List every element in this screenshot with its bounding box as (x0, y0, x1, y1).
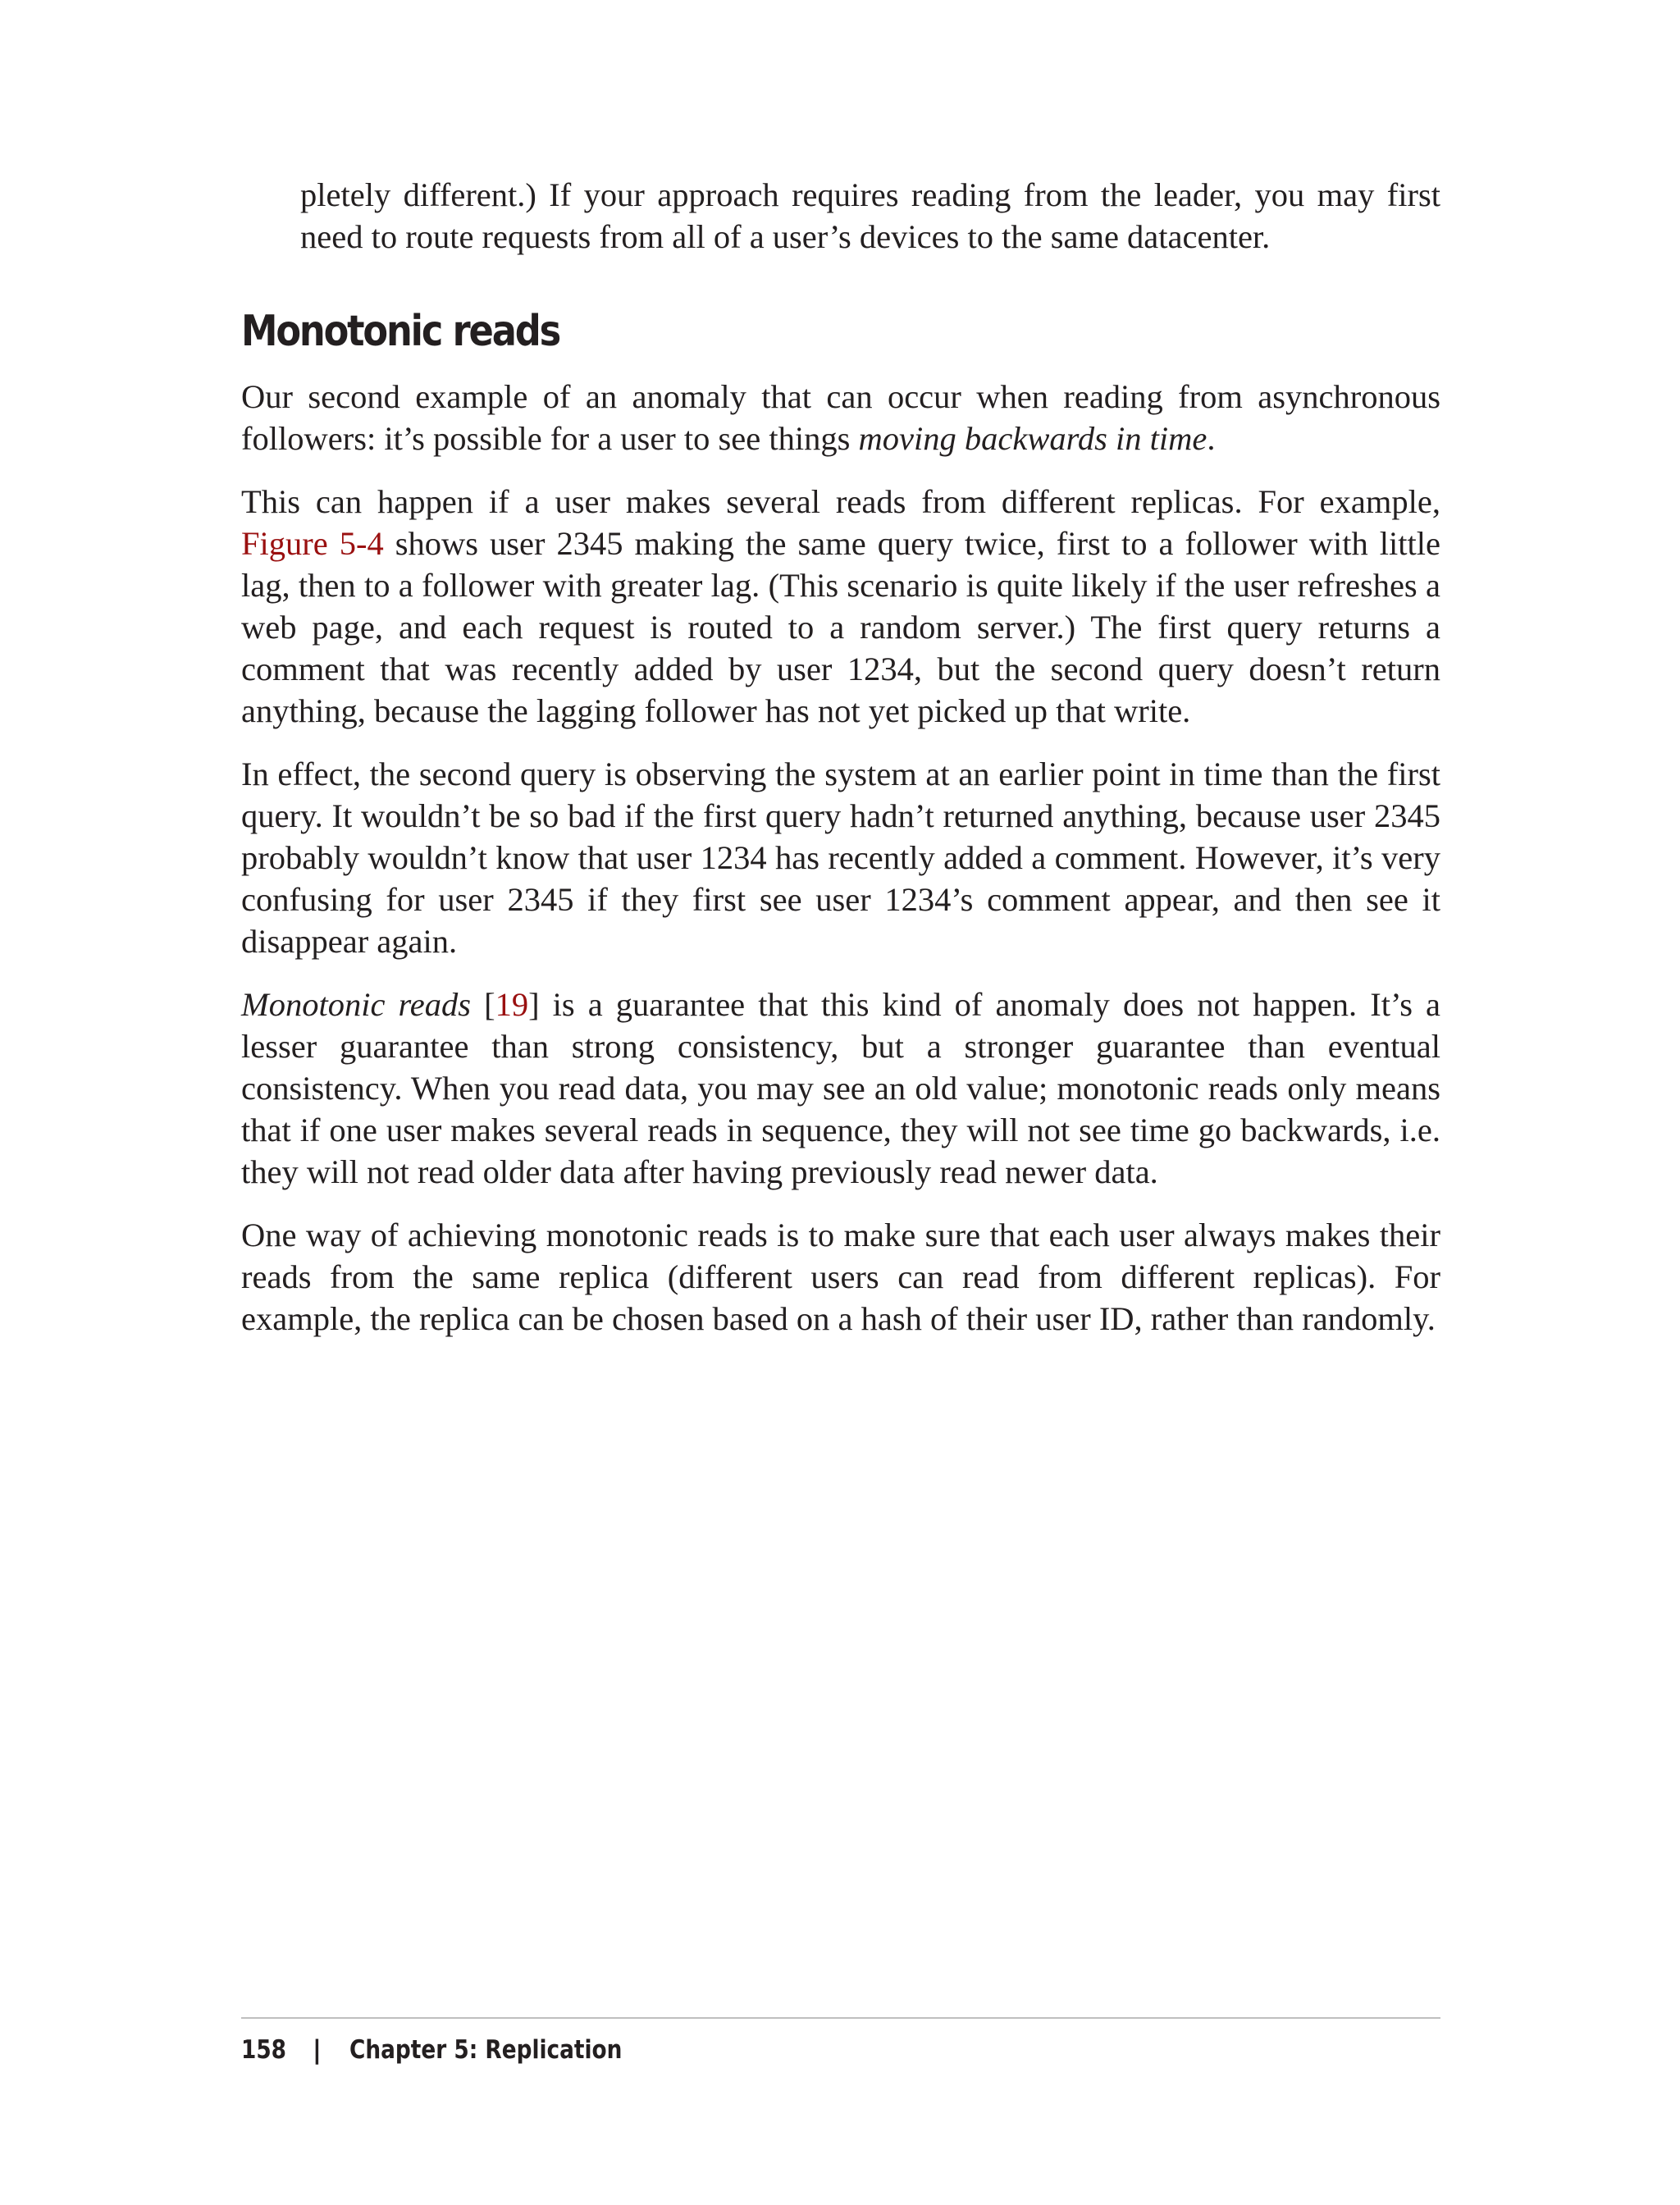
continued-paragraph: pletely different.) If your approach requires reading from the leader, you may first need to route requests from all of a user’s devices to the same datacenter. (300, 176, 1440, 255)
paragraph-4-text-b: is a guarantee that this kind of anomaly does not happen. It’s a lesser guarantee than strong consistency, but a stronger guarantee than eventual consistency. When you read data, you may see an old value; monotonic reads only means that if one user makes several reads in sequence, they will not see time go backwards, i.e. they will not read older data after having previously read newer data. (241, 986, 1440, 1190)
paragraph-3: In effect, the second query is observing the system at an earlier point in time than the first query. It wouldn’t be so bad if the first query hadn’t returned anything, because user 2345 probably wouldn’t know that user 1234 has recently added a comment. However, it’s very confusing for user 2345 if they first see user 1234’s comment appear, and then see it disappear again. (241, 756, 1440, 960)
text-column (241, 174, 1440, 1361)
emphasis-monotonic-reads: Monotonic reads (241, 986, 472, 1023)
chapter-title: Chapter 5: Replication (349, 2035, 623, 2065)
citation-reference-link[interactable]: 19 (495, 986, 529, 1023)
paragraph-1-text-a: Our second example of an anomaly that can occur when reading from asynchronous followers: it’s possible for a user to see things (241, 378, 1440, 457)
paragraph-5: One way of achieving monotonic reads is to make sure that each user always makes their reads from the same replica (different users can read from different replicas). For example, the replica can be chosen based on a hash of their user ID, rather than randomly. (241, 1217, 1440, 1337)
paragraph-1-text-b: . (1207, 420, 1216, 457)
emphasis-moving-backwards: moving backwards in time (858, 420, 1208, 457)
section-heading: Monotonic reads (241, 307, 560, 356)
paragraph-4 (241, 984, 1440, 1193)
bracket-close: ] (528, 986, 540, 1023)
paragraph-1 (241, 376, 1440, 459)
page-number: 158 (241, 2035, 287, 2065)
bracket-open: [ (471, 986, 495, 1023)
figure-reference-link[interactable]: Figure 5-4 (241, 525, 384, 562)
page-footer (241, 2017, 1440, 2065)
footer-separator: | (312, 2035, 322, 2065)
paragraph-2 (241, 481, 1440, 732)
paragraph-2-text-a: This can happen if a user makes several reads from different replicas. For example, (241, 483, 1440, 520)
paragraph-2-text-b: shows user 2345 making the same query twice, first to a follower with little lag, then to a follower with greater lag. (This scenario is quite likely if the user refreshes a web page, and each request is routed to a random server.) The first query returns a comment that was recently added by user 1234, but the second query doesn’t return anything, because the lagging follower has not yet picked up that write. (241, 525, 1440, 729)
